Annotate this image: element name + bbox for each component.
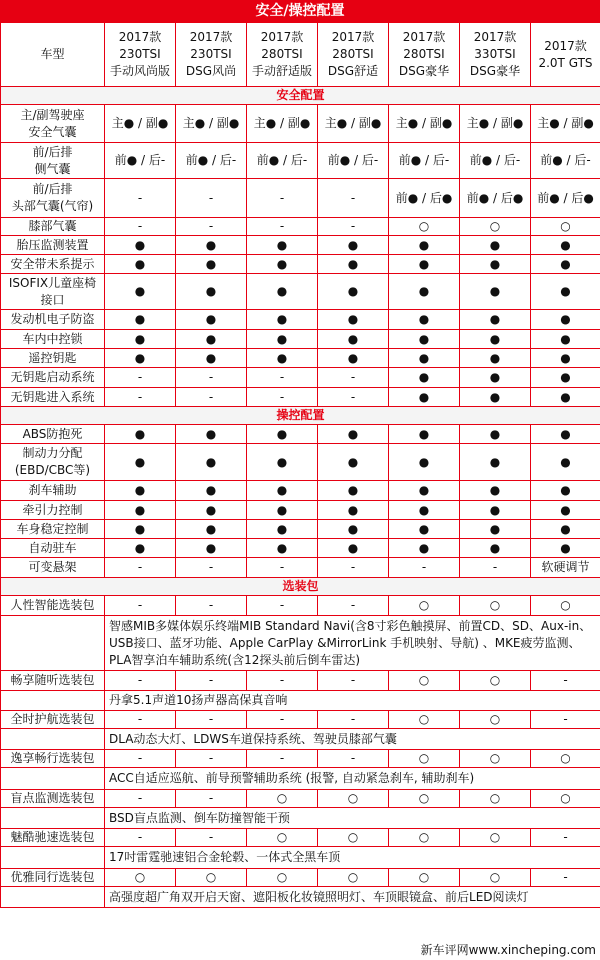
- table-row: [1, 558, 600, 578]
- spec-value: 前● / 后-: [176, 143, 247, 179]
- package-desc-row: [1, 729, 600, 750]
- table-row: [1, 218, 600, 236]
- spec-value: ●: [176, 425, 247, 444]
- spec-value: ○: [389, 711, 460, 729]
- spec-value: ●: [460, 481, 531, 501]
- spec-value: ●: [247, 255, 318, 274]
- spec-value: ○: [460, 750, 531, 768]
- spec-value: ●: [460, 349, 531, 368]
- model-header: 2017款 280TSI DSG豪华: [389, 23, 460, 87]
- spec-value: ●: [176, 349, 247, 368]
- spec-value: ●: [318, 425, 389, 444]
- spec-value: ●: [247, 539, 318, 558]
- spec-value: -: [531, 671, 600, 691]
- spec-value: -: [531, 869, 600, 887]
- spec-value: -: [105, 218, 176, 236]
- spec-value: 主● / 副●: [318, 105, 389, 143]
- feature-label: 车身稳定控制: [1, 520, 105, 539]
- package-description: 丹拿5.1声道10扬声器高保真音响: [105, 691, 600, 711]
- table-row: [1, 596, 600, 616]
- spec-value: ●: [389, 349, 460, 368]
- spec-value: -: [318, 750, 389, 768]
- spec-value: ●: [460, 310, 531, 330]
- table-row: [1, 671, 600, 691]
- spec-value: ●: [105, 425, 176, 444]
- spec-value: -: [318, 558, 389, 578]
- feature-label: 无钥匙进入系统: [1, 388, 105, 407]
- spec-value: 主● / 副●: [247, 105, 318, 143]
- spec-value: ●: [531, 310, 600, 330]
- spec-value: ●: [105, 481, 176, 501]
- spec-value: ●: [176, 330, 247, 349]
- desc-spacer: [1, 808, 105, 829]
- spec-value: -: [460, 558, 531, 578]
- spec-value: ○: [247, 790, 318, 808]
- spec-value: -: [105, 558, 176, 578]
- spec-value: ●: [105, 539, 176, 558]
- spec-value: ●: [318, 236, 389, 255]
- spec-value: ●: [176, 236, 247, 255]
- section-row: [1, 407, 600, 425]
- feature-label: 发动机电子防盗: [1, 310, 105, 330]
- spec-value: -: [176, 558, 247, 578]
- section-row: [1, 578, 600, 596]
- spec-value: ●: [389, 501, 460, 520]
- feature-label: 自动驻车: [1, 539, 105, 558]
- spec-value: 主● / 副●: [105, 105, 176, 143]
- spec-value: ●: [318, 520, 389, 539]
- feature-label: 无钥匙启动系统: [1, 368, 105, 388]
- spec-value: ●: [176, 310, 247, 330]
- feature-label: 安全带未系提示: [1, 255, 105, 274]
- spec-value: -: [105, 790, 176, 808]
- spec-value: 前● / 后-: [105, 143, 176, 179]
- feature-label: 前/后排 侧气囊: [1, 143, 105, 179]
- table-row: [1, 869, 600, 887]
- spec-value: ●: [318, 501, 389, 520]
- table-row: [1, 349, 600, 368]
- spec-value: ●: [531, 274, 600, 310]
- spec-value: ●: [318, 330, 389, 349]
- spec-value: -: [318, 671, 389, 691]
- spec-value: ●: [389, 255, 460, 274]
- table-row: [1, 143, 600, 179]
- feature-label: 遥控钥匙: [1, 349, 105, 368]
- section-title: 安全配置: [1, 87, 600, 105]
- table-row: [1, 520, 600, 539]
- model-header: 2017款 2.0T GTS: [531, 23, 600, 87]
- spec-value: -: [247, 750, 318, 768]
- spec-value: ○: [389, 671, 460, 691]
- footer-watermark: 新车评网www.xincheping.com: [420, 943, 596, 957]
- feature-label: 全时护航选装包: [1, 711, 105, 729]
- spec-value: ●: [531, 520, 600, 539]
- section-title: 操控配置: [1, 407, 600, 425]
- spec-value: -: [176, 750, 247, 768]
- spec-value: ●: [105, 444, 176, 481]
- spec-value: ○: [531, 790, 600, 808]
- spec-value: -: [247, 388, 318, 407]
- table-row: [1, 388, 600, 407]
- spec-value: -: [318, 596, 389, 616]
- header-label: 车型: [1, 23, 105, 87]
- spec-value: ●: [460, 388, 531, 407]
- package-description: 高强度超广角双开启天窗、遮阳板化妆镜照明灯、车顶眼镜盒、前后LED阅读灯: [105, 887, 600, 908]
- spec-value: ●: [105, 236, 176, 255]
- spec-value: ●: [531, 481, 600, 501]
- spec-value: 前● / 后-: [460, 143, 531, 179]
- feature-label: 盲点监测选装包: [1, 790, 105, 808]
- table-row: [1, 330, 600, 349]
- spec-value: ●: [389, 330, 460, 349]
- table-row: [1, 368, 600, 388]
- spec-value: ●: [247, 481, 318, 501]
- spec-value: ●: [460, 274, 531, 310]
- spec-table: [0, 22, 600, 908]
- spec-value: ○: [460, 790, 531, 808]
- section-title: 选装包: [1, 578, 600, 596]
- spec-value: 前● / 后-: [318, 143, 389, 179]
- spec-value: ●: [460, 501, 531, 520]
- feature-label: 刹车辅助: [1, 481, 105, 501]
- spec-value: ●: [105, 274, 176, 310]
- spec-value: ●: [105, 255, 176, 274]
- spec-value: -: [105, 179, 176, 218]
- feature-label: 优雅同行选装包: [1, 869, 105, 887]
- table-row: [1, 829, 600, 847]
- spec-value: ○: [176, 869, 247, 887]
- spec-value: ○: [389, 790, 460, 808]
- spec-value: ●: [389, 444, 460, 481]
- spec-value: ●: [460, 425, 531, 444]
- spec-value: ●: [389, 539, 460, 558]
- spec-value: ●: [531, 349, 600, 368]
- spec-value: 主● / 副●: [389, 105, 460, 143]
- spec-value: ●: [389, 368, 460, 388]
- package-description: 智感MIB多媒体娱乐终端MIB Standard Navi(含8寸彩色触摸屏、前置CD、SD、Aux-in、USB接口、蓝牙功能、Apple CarPlay &MirrorLink 手机映射、导航) 、MKE疲劳监测、PLA智享泊车辅助系统(含12探头前后倒车雷达): [105, 616, 600, 671]
- spec-value: ●: [318, 539, 389, 558]
- spec-value: ●: [105, 349, 176, 368]
- feature-label: 畅享随听选装包: [1, 671, 105, 691]
- table-row: [1, 750, 600, 768]
- spec-value: ●: [105, 501, 176, 520]
- spec-value: ●: [176, 255, 247, 274]
- spec-value: -: [105, 368, 176, 388]
- package-desc-row: [1, 887, 600, 908]
- spec-value: ●: [247, 520, 318, 539]
- spec-value: -: [318, 368, 389, 388]
- spec-value: -: [247, 218, 318, 236]
- table-row: [1, 236, 600, 255]
- table-row: [1, 444, 600, 481]
- feature-label: 魅酷驰速选装包: [1, 829, 105, 847]
- spec-value: ●: [247, 501, 318, 520]
- spec-value: ○: [389, 750, 460, 768]
- spec-value: -: [318, 388, 389, 407]
- feature-label: 胎压监测装置: [1, 236, 105, 255]
- spec-value: ○: [318, 829, 389, 847]
- spec-value: ●: [247, 236, 318, 255]
- spec-value: ○: [318, 869, 389, 887]
- spec-value: ○: [531, 218, 600, 236]
- spec-value: -: [247, 179, 318, 218]
- spec-value: -: [318, 218, 389, 236]
- feature-label: 逸享畅行选装包: [1, 750, 105, 768]
- desc-spacer: [1, 616, 105, 671]
- spec-value: -: [318, 179, 389, 218]
- table-row: [1, 255, 600, 274]
- spec-value: ●: [176, 501, 247, 520]
- spec-value: -: [105, 829, 176, 847]
- table-row: [1, 425, 600, 444]
- spec-value: -: [531, 711, 600, 729]
- spec-value: -: [531, 829, 600, 847]
- spec-value: ●: [247, 444, 318, 481]
- spec-value: ○: [460, 829, 531, 847]
- spec-value: ○: [460, 711, 531, 729]
- model-header: 2017款 280TSI 手动舒适版: [247, 23, 318, 87]
- model-header: 2017款 230TSI DSG风尚: [176, 23, 247, 87]
- spec-value: ●: [318, 444, 389, 481]
- page-title: 安全/操控配置: [0, 0, 600, 22]
- spec-value: -: [176, 218, 247, 236]
- spec-value: ●: [318, 255, 389, 274]
- spec-value: ●: [460, 255, 531, 274]
- spec-value: ○: [247, 829, 318, 847]
- table-row: [1, 274, 600, 310]
- desc-spacer: [1, 768, 105, 790]
- spec-value: 主● / 副●: [176, 105, 247, 143]
- spec-value: 主● / 副●: [531, 105, 600, 143]
- spec-value: ○: [389, 869, 460, 887]
- section-row: [1, 87, 600, 105]
- spec-value: 前● / 后●: [531, 179, 600, 218]
- spec-value: -: [318, 711, 389, 729]
- spec-value: ●: [389, 388, 460, 407]
- spec-value: ●: [389, 481, 460, 501]
- table-row: [1, 481, 600, 501]
- spec-value: ●: [389, 236, 460, 255]
- spec-value: -: [389, 558, 460, 578]
- package-desc-row: [1, 691, 600, 711]
- spec-value: ●: [460, 236, 531, 255]
- table-row: [1, 711, 600, 729]
- feature-label: 牵引力控制: [1, 501, 105, 520]
- spec-value: 软硬调节: [531, 558, 600, 578]
- spec-value: ●: [389, 274, 460, 310]
- package-desc-row: [1, 808, 600, 829]
- spec-value: ○: [460, 671, 531, 691]
- spec-value: ●: [247, 330, 318, 349]
- table-row: [1, 790, 600, 808]
- feature-label: ISOFIX儿童座椅 接口: [1, 274, 105, 310]
- spec-value: -: [247, 711, 318, 729]
- spec-value: ●: [318, 310, 389, 330]
- table-row: [1, 105, 600, 143]
- header-row: [1, 23, 600, 87]
- spec-value: 前● / 后●: [389, 179, 460, 218]
- spec-value: ●: [176, 274, 247, 310]
- spec-value: -: [247, 671, 318, 691]
- table-row: [1, 310, 600, 330]
- spec-value: ●: [318, 481, 389, 501]
- spec-value: ○: [531, 596, 600, 616]
- spec-value: -: [105, 388, 176, 407]
- feature-label: 车内中控锁: [1, 330, 105, 349]
- spec-value: 前● / 后-: [389, 143, 460, 179]
- spec-value: ●: [176, 481, 247, 501]
- spec-value: ○: [318, 790, 389, 808]
- spec-value: ○: [531, 750, 600, 768]
- spec-value: ●: [176, 444, 247, 481]
- spec-value: -: [247, 558, 318, 578]
- package-description: 17吋雷霆驰速铝合金轮毂、一体式全黑车顶: [105, 847, 600, 869]
- spec-value: ●: [105, 330, 176, 349]
- spec-value: ●: [531, 368, 600, 388]
- spec-value: ○: [247, 869, 318, 887]
- feature-label: 前/后排 头部气囊(气帘): [1, 179, 105, 218]
- spec-value: -: [105, 671, 176, 691]
- model-header: 2017款 280TSI DSG舒适: [318, 23, 389, 87]
- spec-value: 前● / 后●: [460, 179, 531, 218]
- spec-value: ●: [247, 349, 318, 368]
- spec-value: ●: [105, 310, 176, 330]
- spec-value: -: [176, 388, 247, 407]
- spec-value: -: [105, 711, 176, 729]
- spec-value: ●: [531, 255, 600, 274]
- spec-value: 前● / 后-: [531, 143, 600, 179]
- spec-value: ●: [389, 520, 460, 539]
- desc-spacer: [1, 729, 105, 750]
- spec-value: ●: [318, 274, 389, 310]
- table-row: [1, 179, 600, 218]
- spec-value: ●: [460, 539, 531, 558]
- model-header: 2017款 330TSI DSG豪华: [460, 23, 531, 87]
- spec-value: 前● / 后-: [247, 143, 318, 179]
- spec-value: ●: [318, 349, 389, 368]
- spec-value: -: [176, 671, 247, 691]
- spec-value: ●: [531, 444, 600, 481]
- feature-label: 人性智能选装包: [1, 596, 105, 616]
- spec-value: ●: [105, 520, 176, 539]
- spec-value: -: [105, 596, 176, 616]
- spec-value: ○: [389, 596, 460, 616]
- spec-value: -: [176, 829, 247, 847]
- table-row: [1, 501, 600, 520]
- model-header: 2017款 230TSI 手动风尚版: [105, 23, 176, 87]
- feature-label: 可变悬架: [1, 558, 105, 578]
- spec-value: ●: [531, 236, 600, 255]
- table-row: [1, 539, 600, 558]
- package-description: DLA动态大灯、LDWS车道保持系统、驾驶员膝部气囊: [105, 729, 600, 750]
- spec-value: ●: [531, 388, 600, 407]
- spec-value: -: [176, 179, 247, 218]
- spec-value: ○: [105, 869, 176, 887]
- spec-value: ○: [389, 218, 460, 236]
- spec-value: ●: [531, 539, 600, 558]
- spec-value: -: [176, 596, 247, 616]
- package-desc-row: [1, 847, 600, 869]
- spec-value: ●: [460, 330, 531, 349]
- spec-value: -: [247, 596, 318, 616]
- spec-value: ●: [247, 425, 318, 444]
- spec-value: -: [176, 711, 247, 729]
- spec-value: ●: [247, 310, 318, 330]
- package-desc-row: [1, 768, 600, 790]
- spec-value: ○: [389, 829, 460, 847]
- feature-label: 制动力分配 (EBD/CBC等): [1, 444, 105, 481]
- spec-value: ●: [389, 425, 460, 444]
- spec-value: ●: [460, 520, 531, 539]
- spec-value: ●: [389, 310, 460, 330]
- spec-value: -: [176, 368, 247, 388]
- spec-value: 主● / 副●: [460, 105, 531, 143]
- spec-value: -: [176, 790, 247, 808]
- package-desc-row: [1, 616, 600, 671]
- feature-label: 主/副驾驶座 安全气囊: [1, 105, 105, 143]
- spec-value: ●: [176, 520, 247, 539]
- spec-value: ●: [531, 425, 600, 444]
- feature-label: ABS防抱死: [1, 425, 105, 444]
- spec-value: ●: [247, 274, 318, 310]
- spec-value: ○: [460, 869, 531, 887]
- desc-spacer: [1, 847, 105, 869]
- desc-spacer: [1, 691, 105, 711]
- package-description: ACC自适应巡航、前导预警辅助系统 (报警, 自动紧急刹车, 辅助刹车): [105, 768, 600, 790]
- spec-value: -: [247, 368, 318, 388]
- spec-value: ●: [531, 501, 600, 520]
- feature-label: 膝部气囊: [1, 218, 105, 236]
- package-description: BSD盲点监测、倒车防撞智能干预: [105, 808, 600, 829]
- desc-spacer: [1, 887, 105, 908]
- spec-value: ●: [460, 444, 531, 481]
- spec-value: -: [105, 750, 176, 768]
- spec-value: ○: [460, 218, 531, 236]
- spec-value: ●: [460, 368, 531, 388]
- spec-value: ●: [176, 539, 247, 558]
- spec-value: ○: [460, 596, 531, 616]
- spec-value: ●: [531, 330, 600, 349]
